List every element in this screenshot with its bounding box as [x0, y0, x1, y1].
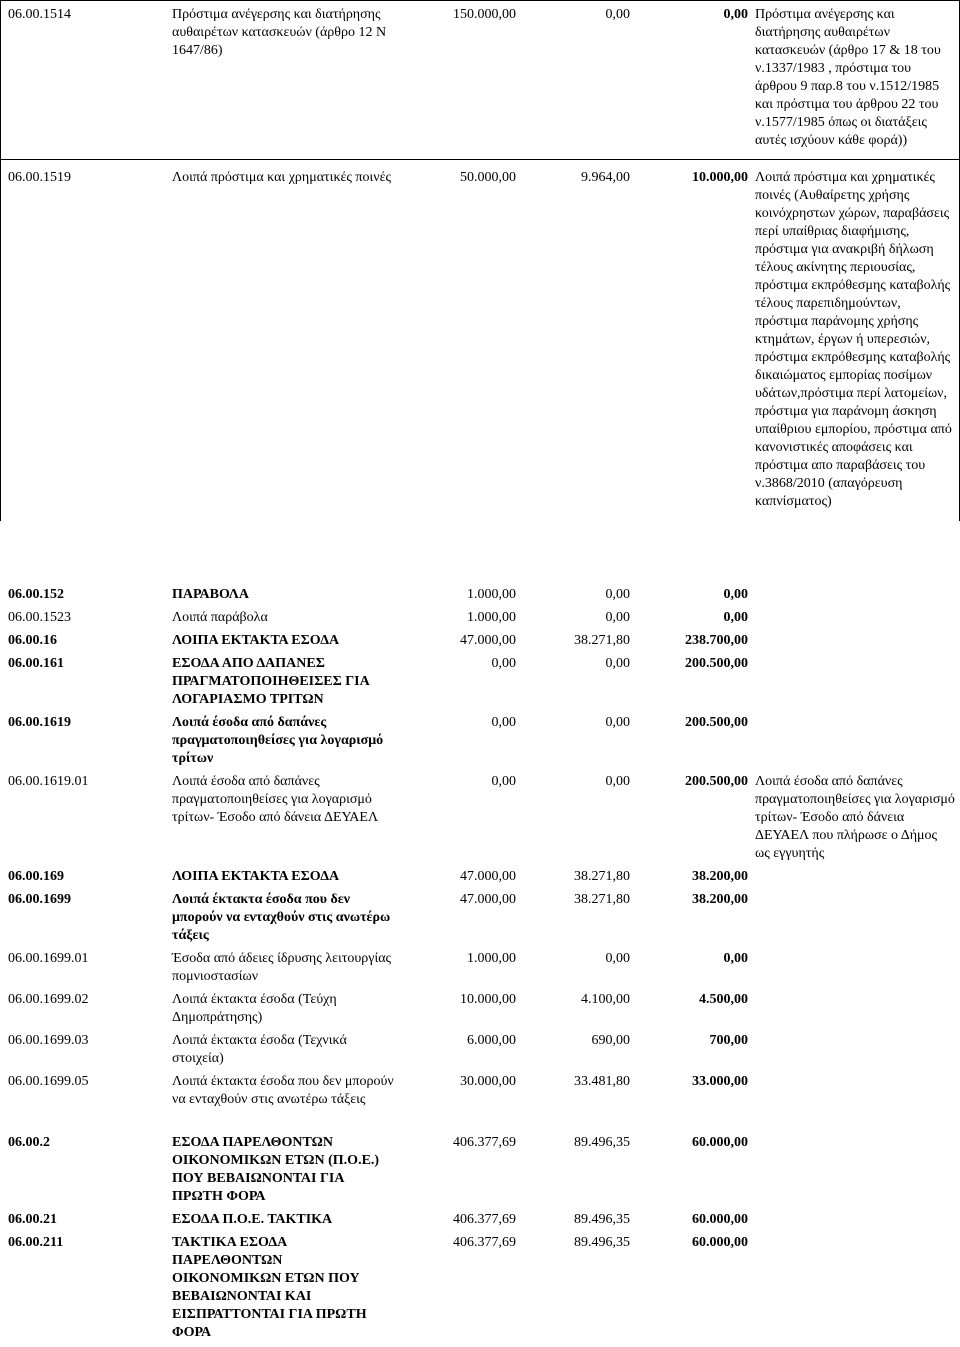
account-description: Λοιπά έσοδα από δαπάνες πραγματοποιηθείσες για λογαρισμό τρίτων- Έσοδο από δάνεια ΔΕΥΑΕΛ: [172, 774, 379, 825]
budget-row: [0, 1211, 960, 1229]
amount-cell-3: 60.000,00: [692, 1235, 748, 1250]
account-description: ΛΟΙΠΑ ΕΚΤΑΚΤΑ ΕΣΟΔΑ: [172, 869, 340, 884]
account-code: 06.00.1619.01: [8, 774, 89, 789]
budget-row: [0, 632, 960, 650]
notes-cell: Πρόστιμα ανέγερσης και διατήρησης αυθαιρέτων κατασκευών (άρθρο 17 & 18 του ν.1337/1983 , πρόστιμα του άρθρου 9 παρ.8 του ν.1512/1985 και πρόστιμα του άρθρου 22 του ν.1577/1985 όπως οι διατάξεις αυτές ισχύουν κάθε φορά)): [755, 7, 941, 148]
amount-cell-2: 0,00: [605, 7, 630, 22]
account-code: 06.00.2: [8, 1135, 50, 1150]
account-code: 06.00.1619: [8, 715, 71, 730]
budget-row: [1, 159, 959, 521]
amount-cell-3: 200.500,00: [685, 715, 748, 730]
account-code: 06.00.161: [8, 656, 64, 671]
account-description: ΛΟΙΠΑ ΕΚΤΑΚΤΑ ΕΣΟΔΑ: [172, 633, 340, 648]
amount-cell-2: 690,00: [591, 1033, 630, 1048]
account-description: ΤΑΚΤΙΚΑ ΕΣΟΔΑ ΠΑΡΕΛΘΟΝΤΩΝ ΟΙΚΟΝΟΜΙΚΩΝ ΕΤΩΝ ΠΟΥ ΒΕΒΑΙΩΝΟΝΤΑΙ ΚΑΙ ΕΙΣΠΡΑΤΤΟΝΤΑΙ ΓΙΑ ΠΡΩΤΗ ΦΟΡΑ: [172, 1235, 367, 1340]
amount-cell-3: 4.500,00: [699, 992, 748, 1007]
account-description: ΠΑΡΑΒΟΛΑ: [172, 587, 249, 602]
amount-cell-1: 406.377,69: [453, 1212, 516, 1227]
budget-row: [0, 609, 960, 627]
account-description: Λοιπά πρόστιμα και χρηματικές ποινές: [172, 170, 392, 185]
amount-cell-2: 89.496,35: [574, 1135, 630, 1150]
amount-cell-2: 4.100,00: [581, 992, 630, 1007]
budget-section: [0, 586, 960, 1114]
amount-cell-1: 406.377,69: [453, 1235, 516, 1250]
account-code: 06.00.1523: [8, 610, 71, 625]
budget-row: [0, 1134, 960, 1206]
account-code: 06.00.1699: [8, 892, 71, 907]
account-description: Έσοδα από άδειες ίδρυσης λειτουργίας πομνιοστασίων: [172, 951, 392, 984]
amount-cell-2: 0,00: [605, 587, 630, 602]
account-description: Λοιπά παράβολα: [172, 610, 268, 625]
amount-cell-3: 33.000,00: [692, 1074, 748, 1089]
amount-cell-1: 406.377,69: [453, 1135, 516, 1150]
amount-cell-3: 0,00: [723, 951, 748, 966]
notes-cell: Λοιπά πρόστιμα και χρηματικές ποινές (Αυθαίρετης χρήσης κοινόχρηστων χώρων, παραβάσεις περί υπαίθριας διαφήμισης, πρόστιμα για ανακριβή δήλωση τέλους ακίνητης περιουσίας, πρόστιμα εκπρόθεσμης καταβολής τέλους παρεπιδημούντων, πρόστιμα παράνομης χρήσης κτημάτων, έργων ή υπερεσιών, πρόστιμα εκπρόθεσμης καταβολής δικαιώματος εμπορίας ποσίμων υδάτων,πρόστιμα περί λατομείων, πρόστιμα για παράνομη άσκηση υπαίθριου εμπορίου, πρόστιμα από κανονιστικές αποφάσεις και πρόστιμα απο παραβάσεις του ν.3868/2010 (απαγόρευση καπνίσματος): [755, 170, 952, 509]
amount-cell-3: 60.000,00: [692, 1212, 748, 1227]
account-description: ΕΣΟΔΑ Π.Ο.Ε. ΤΑΚΤΙΚΑ: [172, 1212, 333, 1227]
amount-cell-3: 200.500,00: [685, 656, 748, 671]
budget-row: [0, 950, 960, 986]
account-code: 06.00.1699.05: [8, 1074, 89, 1089]
account-code: 06.00.1514: [8, 7, 71, 22]
budget-row: [0, 991, 960, 1027]
top-table: [0, 0, 960, 521]
amount-cell-1: 47.000,00: [460, 633, 516, 648]
amount-cell-2: 38.271,80: [574, 633, 630, 648]
notes-cell: Λοιπά έσοδα από δαπάνες πραγματοποιηθείσες για λογαρισμό τρίτων- Έσοδο από δάνεια ΔΕΥΑΕΛ που πλήρωσε ο Δήμος ως εγγυητής: [755, 774, 955, 861]
amount-cell-1: 1.000,00: [467, 587, 516, 602]
account-code: 06.00.1519: [8, 170, 71, 185]
amount-cell-1: 0,00: [491, 656, 516, 671]
budget-row: [0, 868, 960, 886]
amount-cell-2: 33.481,80: [574, 1074, 630, 1089]
budget-row: [0, 891, 960, 945]
amount-cell-3: 38.200,00: [692, 892, 748, 907]
account-description: Λοιπά έκτακτα έσοδα που δεν μπορούν να ενταχθούν στις ανωτέρω τάξεις: [172, 1074, 394, 1107]
amount-cell-3: 700,00: [709, 1033, 748, 1048]
amount-cell-2: 0,00: [605, 951, 630, 966]
account-code: 06.00.169: [8, 869, 64, 884]
account-description: Λοιπά έκτακτα έσοδα που δεν μπορούν να ενταχθούν στις ανωτέρω τάξεις: [172, 892, 391, 943]
account-description: Λοιπά έκτακτα έσοδα (Τεχνικά στοιχεία): [172, 1033, 347, 1066]
amount-cell-1: 30.000,00: [460, 1074, 516, 1089]
amount-cell-2: 38.271,80: [574, 869, 630, 884]
budget-row: [0, 1234, 960, 1342]
amount-cell-2: 0,00: [605, 715, 630, 730]
budget-row: [0, 714, 960, 768]
amount-cell-2: 0,00: [605, 656, 630, 671]
amount-cell-2: 89.496,35: [574, 1212, 630, 1227]
account-description: Λοιπά έσοδα από δαπάνες πραγματοποιηθείσες για λογαρισμό τρίτων: [172, 715, 384, 766]
amount-cell-3: 238.700,00: [685, 633, 748, 648]
account-description: ΕΣΟΔΑ ΠΑΡΕΛΘΟΝΤΩΝ ΟΙΚΟΝΟΜΙΚΩΝ ΕΤΩΝ (Π.Ο.Ε.) ΠΟΥ ΒΕΒΑΙΩΝΟΝΤΑΙ ΓΙΑ ΠΡΩΤΗ ΦΟΡΑ: [172, 1135, 380, 1204]
account-code: 06.00.211: [8, 1235, 64, 1250]
amount-cell-2: 0,00: [605, 774, 630, 789]
amount-cell-1: 1.000,00: [467, 610, 516, 625]
budget-row: [0, 773, 960, 863]
budget-row: [0, 1032, 960, 1068]
account-code: 06.00.21: [8, 1212, 57, 1227]
amount-cell-2: 0,00: [605, 610, 630, 625]
budget-row: [0, 1073, 960, 1109]
account-code: 06.00.1699.02: [8, 992, 89, 1007]
account-description: Πρόστιμα ανέγερσης και διατήρησης αυθαιρέτων κατασκευών (άρθρο 12 Ν 1647/86): [172, 7, 387, 58]
account-code: 06.00.1699.01: [8, 951, 89, 966]
amount-cell-3: 200.500,00: [685, 774, 748, 789]
amount-cell-1: 0,00: [491, 715, 516, 730]
amount-cell-1: 50.000,00: [460, 170, 516, 185]
amount-cell-1: 6.000,00: [467, 1033, 516, 1048]
amount-cell-3: 60.000,00: [692, 1135, 748, 1150]
amount-cell-1: 1.000,00: [467, 951, 516, 966]
amount-cell-3: 0,00: [723, 7, 748, 22]
amount-cell-3: 0,00: [723, 610, 748, 625]
budget-row: [0, 655, 960, 709]
amount-cell-1: 47.000,00: [460, 869, 516, 884]
budget-row: [1, 1, 959, 159]
amount-cell-3: 38.200,00: [692, 869, 748, 884]
amount-cell-3: 0,00: [723, 587, 748, 602]
account-description: ΕΣΟΔΑ ΑΠΟ ΔΑΠΑΝΕΣ ΠΡΑΓΜΑΤΟΠΟΙΗΘΕΙΣΕΣ ΓΙΑ ΛΟΓΑΡΙΑΣΜΟ ΤΡΙΤΩΝ: [172, 656, 370, 707]
amount-cell-1: 10.000,00: [460, 992, 516, 1007]
amount-cell-2: 9.964,00: [581, 170, 630, 185]
budget-row: [0, 586, 960, 604]
account-code: 06.00.1699.03: [8, 1033, 89, 1048]
budget-section: [0, 1134, 960, 1347]
account-description: Λοιπά έκτακτα έσοδα (Τεύχη Δημοπράτησης): [172, 992, 337, 1025]
account-code: 06.00.16: [8, 633, 57, 648]
account-code: 06.00.152: [8, 587, 64, 602]
amount-cell-1: 47.000,00: [460, 892, 516, 907]
amount-cell-2: 38.271,80: [574, 892, 630, 907]
amount-cell-1: 150.000,00: [453, 7, 516, 22]
amount-cell-3: 10.000,00: [692, 170, 748, 185]
amount-cell-2: 89.496,35: [574, 1235, 630, 1250]
amount-cell-1: 0,00: [491, 774, 516, 789]
